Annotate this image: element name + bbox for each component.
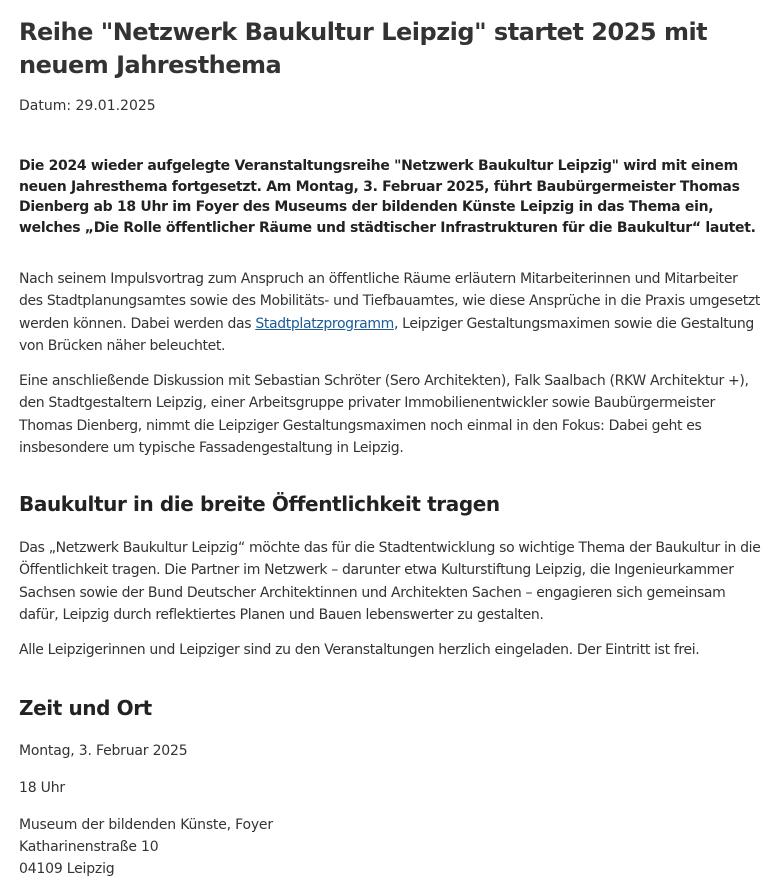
- event-address: [19, 814, 273, 880]
- paragraph-invitation: Alle Leipzigerinnen und Leipziger sind zu den Veranstaltungen herzlich eingeladen. Der Eintritt ist frei.: [19, 642, 700, 658]
- paragraph-impulse-text-after: , Leipziger Gestaltungsmaximen sowie die Gestaltung von Brücken näher beleuchtet.: [19, 315, 754, 355]
- stadtplatzprogramm-link[interactable]: Stadtplatzprogramm: [255, 315, 394, 332]
- event-venue: Museum der bildenden Künste, Foyer: [19, 817, 273, 833]
- paragraph-network: Das „Netzwerk Baukultur Leipzig“ möchte das für die Stadtentwicklung so wichtige Thema der Baukultur in die Öffentlichkeit tragen. Die Partner im Netzwerk – darunter etwa Kulturstiftung Leipzig, die Ingenieurkammer Sachsen sowie der Bund Deutscher Architektinnen und Architekten Sachen – engagieren sich gemeinsam dafür, Leipzig durch reflektiertes Planen und Bauen lebenswerter zu gestalten.: [19, 540, 761, 624]
- event-date: Montag, 3. Februar 2025: [19, 743, 188, 759]
- event-time: 18 Uhr: [19, 780, 65, 796]
- paragraph-impulse-text-before: Nach seinem Impulsvortrag zum Anspruch an öffentliche Räume erläutern Mitarbeiterinnen und Mitarbeiter des Stadtplanungsamtes sowie des Mobilitäts- und Tiefbauamtes, wie diese Ansprüche in die Praxis umgesetzt werden können. Dabei werden das: [19, 271, 761, 332]
- article-lead: Die 2024 wieder aufgelegte Veranstaltungsreihe "Netzwerk Baukultur Leipzig" wird mit einem neuen Jahresthema fortgesetzt. Am Montag, 3. Februar 2025, führt Baubürgermeister Thomas Dienberg ab 18 Uhr im Foyer des Museums der bildenden Künste Leipzig in das Thema ein, welches „Die Rolle öffentlicher Räume und städtischer Infrastrukturen für die Baukultur“ lautet.: [19, 158, 756, 236]
- section-heading-time-place: Zeit und Ort: [19, 696, 152, 720]
- event-street: Katharinenstraße 10: [19, 839, 159, 855]
- article-title: Reihe "Netzwerk Baukultur Leipzig" startet 2025 mit neuem Jahresthema: [19, 18, 708, 79]
- event-city: 04109 Leipzig: [19, 861, 115, 877]
- section-heading-baukultur: Baukultur in die breite Öffentlichkeit tragen: [19, 492, 500, 516]
- paragraph-discussion: Eine anschließende Diskussion mit Sebastian Schröter (Sero Architekten), Falk Saalbach (RKW Architektur +), den Stadtgestaltern Leipzig, einer Arbeitsgruppe privater Immobilienentwickler sowie Baubürgermeister Thomas Dienberg, nimmt die Leipziger Gestaltungsmaximen noch einmal in den Fokus: Dabei geht es insbesondere um typische Fassadengestaltung in Leipzig.: [19, 373, 749, 457]
- article-date: Datum: 29.01.2025: [19, 98, 156, 114]
- paragraph-impulse: [19, 268, 764, 358]
